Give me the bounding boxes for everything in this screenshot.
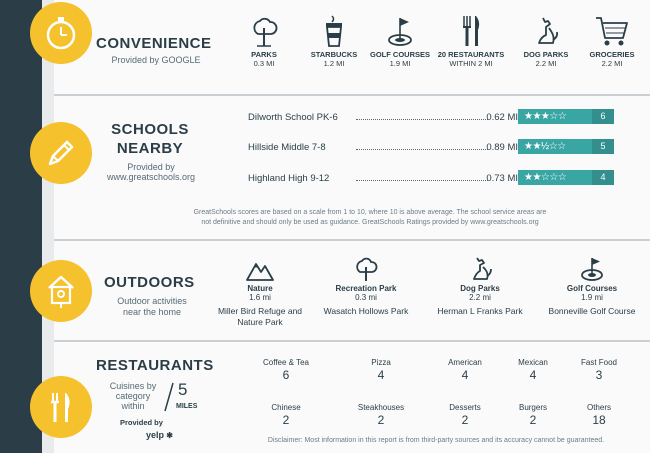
provided-by-label: Provided by [120,418,163,427]
birdhouse-icon [30,260,92,322]
convenience-subtitle: Provided by GOOGLE [111,55,201,65]
cuisines-label: Cuisines by category within [109,381,157,411]
tree-icon [351,256,381,282]
schools-note: GreatSchools scores are based on a scale from 1 to 10, where 10 is above average. The school service areas are not definitive and should only be used as guidance. GreatSchools Ratings provided by www.greatschools.org [193,209,547,226]
schools-provider: Provided by www.greatschools.org [106,162,196,182]
outdoors-subtitle: Outdoor activities near the home [117,296,187,317]
outdoor-nature: Nature 1.6 mi Miller Bird Refuge and Nature Park [200,256,320,328]
school-rating: ★★★☆☆ 6 [518,109,614,124]
convenience-title: CONVENIENCE [96,35,212,52]
pencil-icon [30,122,92,184]
outdoor-golf-courses: Golf Courses 1.9 mi Bonneville Golf Course [532,256,650,317]
amenity-golf: GOLF COURSES 1.9 MI [370,14,430,68]
restaurants-title: RESTAURANTS [96,357,214,374]
left-sidebar [0,0,42,453]
section-divider [54,340,650,342]
school-rating: ★★½☆☆ 5 [518,139,614,154]
school-row: Dilworth School PK-6 0.62 MI [248,112,518,123]
section-divider [54,94,650,96]
yelp-logo: yelp ✱ [146,430,173,440]
amenity-restaurants: 20 RESTAURANTS WITHIN 2 MI [432,14,510,68]
outdoors-title: OUTDOORS [104,274,195,291]
disclaimer: Disclaimer: Most information in this report is from third-party sources and its accuracy cannot be guaranteed. [267,437,605,444]
amenity-starbucks: STARBUCKS 1.2 MI [304,14,364,68]
cuisine-category: Chinese 2 [271,403,301,427]
fork-knife-icon [30,376,92,438]
mountain-icon [245,256,275,282]
school-row: Highland High 9-12 0.73 MI [248,173,518,184]
school-row: Hillside Middle 7-8 0.89 MI [248,142,518,153]
outdoor-dog-parks: Dog Parks 2.2 mi Herman L Franks Park [420,256,540,317]
amenity-dog-parks: DOG PARKS 2.2 MI [516,14,576,68]
dog-icon [531,14,561,48]
cuisine-category: Pizza 4 [371,358,391,382]
slash-divider [163,382,175,412]
cuisine-category: Desserts 2 [449,403,481,427]
cuisine-category: Others 18 [586,403,611,427]
cuisine-category: Fast Food 3 [580,358,617,382]
cuisine-category: American 4 [448,358,482,382]
schools-title: SCHOOLS NEARBY [111,121,189,157]
golf-icon [577,256,607,282]
outdoor-recreation-park: Recreation Park 0.3 mi Wasatch Hollows Park [306,256,426,317]
utensils-icon [456,14,486,48]
cart-icon [594,14,630,48]
cuisine-category: Burgers 2 [518,403,547,427]
section-divider [54,239,650,241]
radius-unit: MILES [176,403,198,410]
amenity-groceries: GROCERIES 2.2 MI [582,14,642,68]
cuisine-category: Coffee & Tea 6 [263,358,309,382]
cuisine-category: Mexican 4 [518,358,548,382]
clock-icon [30,2,92,64]
dog-icon [465,256,495,282]
radius-value: 5 [178,380,188,399]
tree-icon [249,14,279,48]
cuisine-category: Steakhouses 2 [357,403,405,427]
school-rating: ★★☆☆☆ 4 [518,170,614,185]
golf-icon [385,14,415,48]
coffee-cup-icon [319,14,349,48]
amenity-parks: PARKS 0.3 MI [234,14,294,68]
